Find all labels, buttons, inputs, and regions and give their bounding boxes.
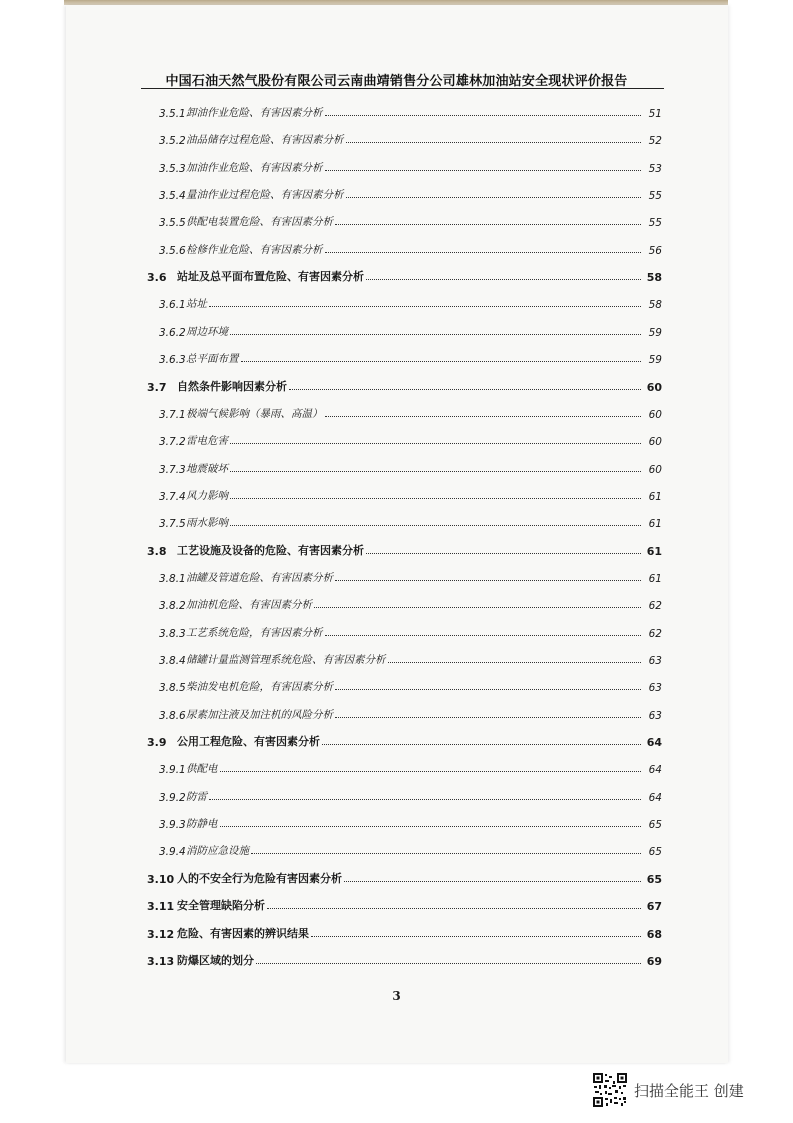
toc-section-number: 3.5.4 bbox=[159, 190, 186, 203]
toc-section-number: 3.7 bbox=[147, 380, 167, 394]
toc-page-number: 60 bbox=[646, 380, 662, 394]
toc-entry bbox=[0, 293, 793, 311]
toc-entry bbox=[0, 266, 793, 284]
toc-section-title: 公用工程危险、有害因素分析 bbox=[177, 735, 320, 749]
toc-section-title: 自然条件影响因素分析 bbox=[177, 379, 287, 393]
toc-section-title: 卸油作业危险、有害因素分析 bbox=[186, 107, 323, 119]
toc-page-number: 63 bbox=[648, 709, 662, 722]
toc-dot-leader bbox=[325, 170, 642, 171]
toc-section-number: 3.10 bbox=[147, 872, 175, 886]
toc-entry bbox=[0, 950, 793, 968]
toc-page-number: 61 bbox=[646, 544, 662, 558]
toc-page-number: 64 bbox=[648, 791, 662, 804]
toc-dot-leader bbox=[241, 361, 642, 362]
toc-section-number: 3.6.3 bbox=[159, 354, 186, 367]
toc-dot-leader bbox=[311, 936, 641, 937]
toc-entry bbox=[0, 813, 793, 831]
toc-section-number: 3.6 bbox=[147, 271, 167, 285]
toc-entry bbox=[0, 211, 793, 229]
toc-entry bbox=[0, 868, 793, 886]
toc-entry bbox=[0, 594, 793, 612]
toc-section-number: 3.7.3 bbox=[159, 463, 186, 476]
toc-entry bbox=[0, 184, 793, 202]
toc-section-number: 3.5.5 bbox=[159, 217, 186, 230]
toc-dot-leader bbox=[322, 744, 641, 745]
toc-dot-leader bbox=[335, 689, 641, 690]
toc-section-title: 防静电 bbox=[186, 818, 218, 831]
toc-section-title: 极端气候影响（暴雨、高温） bbox=[186, 407, 323, 420]
toc-dot-leader bbox=[209, 306, 641, 307]
toc-page-number: 53 bbox=[648, 162, 662, 175]
toc-section-title: 消防应急设施 bbox=[186, 845, 249, 858]
toc-entry bbox=[0, 512, 793, 530]
toc-section-number: 3.5.3 bbox=[159, 162, 186, 175]
toc-entry bbox=[0, 485, 793, 503]
toc-dot-leader bbox=[251, 853, 641, 854]
toc-section-number: 3.8.5 bbox=[159, 682, 186, 695]
toc-dot-leader bbox=[335, 224, 641, 225]
toc-section-title: 人的不安全行为危险有害因素分析 bbox=[177, 871, 342, 885]
toc-section-title: 加油机危险、有害因素分析 bbox=[186, 599, 312, 612]
toc-section-number: 3.5.2 bbox=[159, 135, 186, 148]
toc-entry bbox=[0, 758, 793, 776]
toc-dot-leader bbox=[325, 416, 642, 417]
toc-dot-leader bbox=[256, 963, 641, 964]
toc-section-number: 3.6.2 bbox=[159, 326, 186, 339]
toc-dot-leader bbox=[335, 580, 641, 581]
toc-entry bbox=[0, 540, 793, 558]
toc-section-title: 柴油发电机危险，有害因素分析 bbox=[186, 681, 333, 694]
toc-section-title: 检修作业危险、有害因素分析 bbox=[186, 243, 323, 256]
toc-entry bbox=[0, 321, 793, 339]
toc-section-number: 3.7.4 bbox=[159, 490, 186, 503]
toc-section-number: 3.13 bbox=[147, 954, 175, 968]
toc-dot-leader bbox=[388, 662, 642, 663]
toc-page-number: 64 bbox=[646, 736, 662, 750]
toc-entry bbox=[0, 102, 793, 120]
qr-code-icon bbox=[592, 1072, 628, 1108]
toc-section-number: 3.7.2 bbox=[159, 436, 186, 449]
toc-section-title: 周边环境 bbox=[186, 325, 228, 338]
toc-page-number: 58 bbox=[646, 271, 662, 285]
toc-section-title: 防雷 bbox=[186, 790, 207, 803]
toc-entry bbox=[0, 923, 793, 941]
toc-page-number: 62 bbox=[648, 627, 662, 640]
toc-section-title: 油品储存过程危险、有害因素分析 bbox=[186, 134, 344, 147]
toc-section-title: 工艺设施及设备的危险、有害因素分析 bbox=[177, 543, 364, 557]
toc-entry bbox=[0, 430, 793, 448]
toc-page-number: 65 bbox=[648, 819, 662, 832]
toc-page-number: 63 bbox=[648, 655, 662, 667]
watermark-text: 扫描全能王 创建 bbox=[634, 1081, 744, 1100]
toc-page-number: 60 bbox=[648, 463, 662, 476]
toc-page-number: 62 bbox=[648, 600, 662, 613]
toc-dot-leader bbox=[230, 334, 641, 335]
toc-dot-leader bbox=[346, 142, 642, 143]
toc-section-number: 3.9.1 bbox=[159, 764, 186, 777]
toc-dot-leader bbox=[267, 908, 641, 909]
toc-entry bbox=[0, 786, 793, 804]
toc-entry bbox=[0, 704, 793, 722]
toc-entry bbox=[0, 129, 793, 147]
toc-section-title: 加油作业危险、有害因素分析 bbox=[186, 161, 323, 174]
toc-entry bbox=[0, 567, 793, 585]
toc-page-number: 59 bbox=[648, 354, 662, 367]
toc-dot-leader bbox=[335, 717, 641, 718]
toc-dot-leader bbox=[314, 607, 641, 608]
toc-page-number: 55 bbox=[648, 217, 662, 230]
toc-dot-leader bbox=[366, 279, 641, 280]
page-number: 3 bbox=[392, 989, 401, 1003]
toc-entry bbox=[0, 239, 793, 257]
toc-dot-leader bbox=[230, 471, 641, 472]
toc-page-number: 65 bbox=[648, 846, 662, 859]
toc-entry bbox=[0, 458, 793, 476]
toc-page-number: 61 bbox=[648, 572, 662, 585]
toc-section-title: 工艺系统危险，有害因素分析 bbox=[186, 626, 323, 639]
toc-dot-leader bbox=[346, 197, 642, 198]
toc-section-title: 雷电危害 bbox=[186, 435, 228, 448]
toc-section-number: 3.8.2 bbox=[159, 600, 186, 613]
toc-dot-leader bbox=[344, 881, 641, 882]
toc-dot-leader bbox=[366, 553, 641, 554]
toc-page-number: 51 bbox=[648, 108, 662, 120]
toc-page-number: 67 bbox=[646, 900, 662, 914]
toc-section-number: 3.12 bbox=[147, 927, 175, 941]
toc-section-number: 3.7.5 bbox=[159, 518, 186, 531]
toc-section-number: 3.8.3 bbox=[159, 627, 186, 640]
toc-page-number: 63 bbox=[648, 682, 662, 695]
toc-section-number: 3.11 bbox=[147, 900, 175, 914]
toc-section-title: 供配电 bbox=[186, 763, 218, 776]
toc-section-number: 3.8.1 bbox=[159, 572, 186, 585]
toc-section-title: 雨水影响 bbox=[186, 517, 228, 530]
toc-section-title: 危险、有害因素的辨识结果 bbox=[177, 926, 309, 940]
toc-page-number: 55 bbox=[648, 190, 662, 203]
toc-dot-leader bbox=[325, 115, 642, 116]
toc-section-title: 安全管理缺陷分析 bbox=[177, 899, 265, 913]
toc-page-number: 58 bbox=[648, 299, 662, 312]
toc-section-number: 3.6.1 bbox=[159, 299, 186, 312]
toc-section-number: 3.9.2 bbox=[159, 791, 186, 804]
toc-dot-leader bbox=[325, 252, 642, 253]
toc-page-number: 61 bbox=[648, 518, 662, 531]
toc-page-number: 69 bbox=[646, 954, 662, 968]
toc-section-title: 总平面布置 bbox=[186, 353, 239, 366]
toc-entry bbox=[0, 376, 793, 394]
toc-dot-leader bbox=[230, 498, 641, 499]
toc-section-number: 3.9.4 bbox=[159, 846, 186, 859]
toc-page-number: 60 bbox=[648, 436, 662, 449]
toc-section-title: 防爆区域的划分 bbox=[177, 953, 254, 967]
toc-page-number: 65 bbox=[646, 872, 662, 886]
toc-page-number: 59 bbox=[648, 326, 662, 339]
toc-dot-leader bbox=[209, 799, 641, 800]
toc-section-title: 站址 bbox=[186, 298, 207, 311]
toc-entry bbox=[0, 649, 793, 667]
toc-page-number: 56 bbox=[648, 244, 662, 257]
toc-section-number: 3.8.6 bbox=[159, 709, 186, 722]
toc-entry bbox=[0, 403, 793, 421]
toc-section-number: 3.7.1 bbox=[159, 408, 186, 421]
toc-section-title: 量油作业过程危险、有害因素分析 bbox=[186, 189, 344, 202]
toc-dot-leader bbox=[289, 389, 641, 390]
toc-section-title: 风力影响 bbox=[186, 489, 228, 502]
toc-section-title: 油罐及管道危险、有害因素分析 bbox=[186, 571, 333, 584]
toc-dot-leader bbox=[325, 635, 642, 636]
toc-section-number: 3.8 bbox=[147, 544, 167, 558]
toc-dot-leader bbox=[220, 771, 642, 772]
toc-section-number: 3.9 bbox=[147, 736, 167, 750]
toc-entry bbox=[0, 622, 793, 640]
toc-entry bbox=[0, 895, 793, 913]
toc-dot-leader bbox=[230, 443, 641, 444]
toc-page-number: 68 bbox=[646, 927, 662, 941]
toc-page-number: 60 bbox=[648, 408, 662, 421]
toc-section-title: 地震破坏 bbox=[186, 462, 228, 475]
toc-section-number: 3.9.3 bbox=[159, 819, 186, 832]
toc-section-number: 3.5.1 bbox=[159, 108, 186, 120]
toc-page-number: 64 bbox=[648, 764, 662, 777]
toc-entry bbox=[0, 348, 793, 366]
toc-dot-leader bbox=[230, 525, 641, 526]
toc-section-title: 供配电装置危险、有害因素分析 bbox=[186, 216, 333, 229]
toc-dot-leader bbox=[220, 826, 642, 827]
toc-entry bbox=[0, 840, 793, 858]
running-header-title: 中国石油天然气股份有限公司云南曲靖销售分公司雄林加油站安全现状评价报告 bbox=[165, 74, 628, 89]
toc-section-title: 站址及总平面布置危险、有害因素分析 bbox=[177, 270, 364, 284]
toc-entry bbox=[0, 676, 793, 694]
toc-section-title: 储罐计量监测管理系统危险、有害因素分析 bbox=[186, 654, 386, 666]
scanner-watermark bbox=[592, 1070, 744, 1110]
toc-entry bbox=[0, 157, 793, 175]
toc-entry bbox=[0, 731, 793, 749]
toc-page-number: 61 bbox=[648, 490, 662, 503]
toc-page-number: 52 bbox=[648, 135, 662, 148]
toc-section-number: 3.5.6 bbox=[159, 244, 186, 257]
toc-section-title: 尿素加注液及加注机的风险分析 bbox=[186, 708, 333, 721]
toc-section-number: 3.8.4 bbox=[159, 655, 186, 667]
